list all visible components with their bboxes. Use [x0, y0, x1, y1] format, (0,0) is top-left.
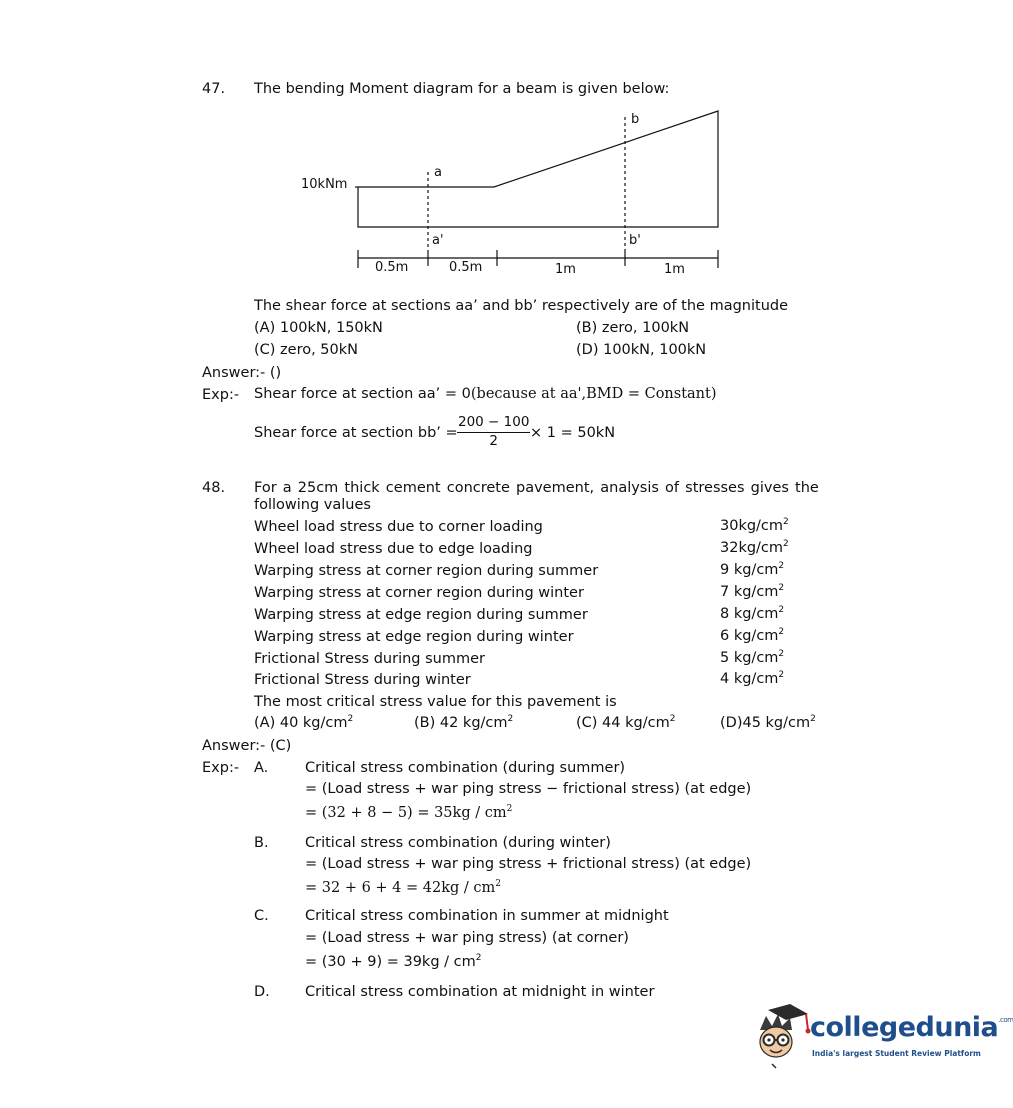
brand-dotcom: .com: [998, 1016, 1013, 1024]
dim-label-4: 1m: [664, 262, 685, 277]
stress-label-6: Warping stress at edge region during winter: [254, 629, 574, 645]
stress-value-6-sup: 2: [778, 627, 785, 637]
stress-value-7-text: 5 kg/cm: [720, 650, 779, 666]
q47-number: 47.: [202, 81, 226, 97]
q48-exp-a-line3-sup: 2: [506, 804, 513, 814]
q48-option-a: [254, 716, 353, 731]
section-a-label: a: [434, 165, 442, 180]
stress-value-4-sup: 2: [778, 583, 785, 593]
stress-value-4: [720, 585, 784, 600]
q48-option-c: [576, 716, 675, 731]
stress-label-3: Warping stress at corner region during summer: [254, 563, 599, 579]
stress-value-7-sup: 2: [778, 649, 785, 659]
q48-option-b: [414, 716, 513, 731]
stress-value-2: [720, 541, 789, 556]
q48-exp-c-line3-text: = (30 + 9) = 39kg / cm: [305, 954, 476, 970]
q48-exp-b-line3-text: = 32 + 6 + 4 = 42kg / cm: [305, 880, 496, 896]
stress-value-2-sup: 2: [783, 539, 789, 549]
collegedunia-watermark: [748, 1000, 1013, 1080]
stress-value-3-sup: 2: [778, 561, 785, 571]
stress-value-5: [720, 607, 784, 622]
q48-exp-a-label: A.: [254, 760, 269, 776]
q48-sub-question: The most critical stress value for this pavement is: [254, 694, 617, 710]
q48-exp-b-line3: [305, 881, 501, 896]
stress-value-1: [720, 519, 789, 534]
q48-exp-d-line1: Critical stress combination at midnight in winter: [305, 984, 655, 1000]
stress-label-7: Frictional Stress during summer: [254, 651, 485, 667]
brand-name: [810, 1014, 1013, 1041]
q48-option-b-text: (B) 42 kg/cm: [414, 715, 508, 731]
stress-label-1: Wheel load stress due to corner loading: [254, 519, 543, 535]
q48-answer: Answer:- (C): [202, 738, 292, 754]
stress-value-8-sup: 2: [778, 670, 785, 680]
q47-sub-question: The shear force at sections aa’ and bb’ respectively are of the magnitude: [254, 298, 789, 314]
q48-exp-a-line1: Critical stress combination (during summer): [305, 760, 626, 776]
mascot-logo-icon: [750, 1000, 812, 1070]
q47-exp-line1: [254, 387, 717, 402]
stress-value-6-text: 6 kg/cm: [720, 628, 779, 644]
stress-value-7: [720, 651, 784, 666]
q48-option-d: [720, 716, 816, 731]
q48-option-c-text: (C) 44 kg/cm: [576, 715, 670, 731]
q47-option-d: (D) 100kN, 100kN: [576, 342, 707, 358]
bmd-moment-label: 10kNm: [301, 177, 348, 192]
stress-value-3: [720, 563, 784, 578]
q47-exp-line1-a: Shear force at section aa’ = 0: [254, 386, 471, 402]
q47-option-b: (B) zero, 100kN: [576, 320, 690, 336]
q48-option-a-sup: 2: [347, 714, 354, 724]
q48-exp-b-line2: = (Load stress + war ping stress + frictional stress) (at edge): [305, 856, 752, 872]
stress-label-2: Wheel load stress due to edge loading: [254, 541, 533, 557]
q48-option-d-sup: 2: [810, 714, 816, 724]
stress-value-5-text: 8 kg/cm: [720, 606, 779, 622]
q48-exp-c-line2: = (Load stress + war ping stress) (at corner): [305, 930, 629, 946]
stress-label-4: Warping stress at corner region during winter: [254, 585, 584, 601]
stress-value-3-text: 9 kg/cm: [720, 562, 779, 578]
q47-exp-fraction: [457, 416, 530, 448]
q48-option-c-sup: 2: [669, 714, 676, 724]
section-b-label: b: [631, 112, 640, 127]
q48-option-a-text: (A) 40 kg/cm: [254, 715, 348, 731]
q48-question-line2: following values: [254, 497, 371, 513]
q47-exp-line2-b: × 1 = 50kN: [530, 425, 616, 441]
q48-option-d-text: (D)45 kg/cm: [720, 715, 811, 731]
q47-exp-label: Exp:-: [202, 387, 240, 403]
brand-tagline: India's largest Student Review Platform: [812, 1049, 981, 1058]
q47-exp-line1-b: (because at aa',BMD = Constant): [470, 386, 717, 402]
stress-value-5-sup: 2: [778, 605, 785, 615]
stress-label-8: Frictional Stress during winter: [254, 672, 471, 688]
dim-label-1: 0.5m: [375, 260, 409, 275]
q48-exp-c-line3-sup: 2: [475, 953, 482, 963]
q48-number: 48.: [202, 480, 226, 496]
q48-exp-a-line3: [305, 806, 512, 821]
q47-exp-fraction-num: 200 − 100: [457, 416, 530, 433]
stress-value-8-text: 4 kg/cm: [720, 671, 779, 687]
q48-question-line1: For a 25cm thick cement concrete pavement, analysis of stresses gives the: [254, 480, 819, 496]
q48-exp-a-line2: = (Load stress + war ping stress − frictional stress) (at edge): [305, 781, 752, 797]
stress-value-1-text: 30kg/cm: [720, 518, 784, 534]
stress-value-8: [720, 672, 784, 687]
q48-exp-d-label: D.: [254, 984, 270, 1000]
bmd-outline: [358, 111, 718, 227]
q48-exp-a-line3-text: = (32 + 8 − 5) = 35kg / cm: [305, 805, 507, 821]
q47-option-c: (C) zero, 50kN: [254, 342, 359, 358]
q48-option-b-sup: 2: [507, 714, 514, 724]
q47-question: The bending Moment diagram for a beam is given below:: [254, 81, 670, 97]
q48-exp-c-line1: Critical stress combination in summer at midnight: [305, 908, 669, 924]
stress-value-4-text: 7 kg/cm: [720, 584, 779, 600]
q47-exp-line2-a: Shear force at section bb’ =: [254, 425, 458, 441]
stress-value-1-sup: 2: [783, 517, 789, 527]
stress-label-5: Warping stress at edge region during summer: [254, 607, 588, 623]
section-a-prime-label: a': [432, 233, 444, 248]
q48-exp-b-line1: Critical stress combination (during winter): [305, 835, 611, 851]
q48-exp-c-label: C.: [254, 908, 269, 924]
stress-value-2-text: 32kg/cm: [720, 540, 784, 556]
stress-value-6: [720, 629, 784, 644]
q47-exp-fraction-den: 2: [489, 432, 499, 449]
section-b-prime-label: b': [629, 233, 641, 248]
q47-answer: Answer:- (): [202, 365, 282, 381]
q48-exp-label: Exp:-: [202, 760, 240, 776]
q48-exp-b-label: B.: [254, 835, 269, 851]
dim-label-2: 0.5m: [449, 260, 483, 275]
q48-exp-b-line3-sup: 2: [495, 879, 501, 889]
dim-label-3: 1m: [555, 262, 576, 277]
q47-option-a: (A) 100kN, 150kN: [254, 320, 383, 336]
brand-name-text: collegedunia: [810, 1012, 999, 1043]
q48-exp-c-line3: [305, 955, 481, 970]
